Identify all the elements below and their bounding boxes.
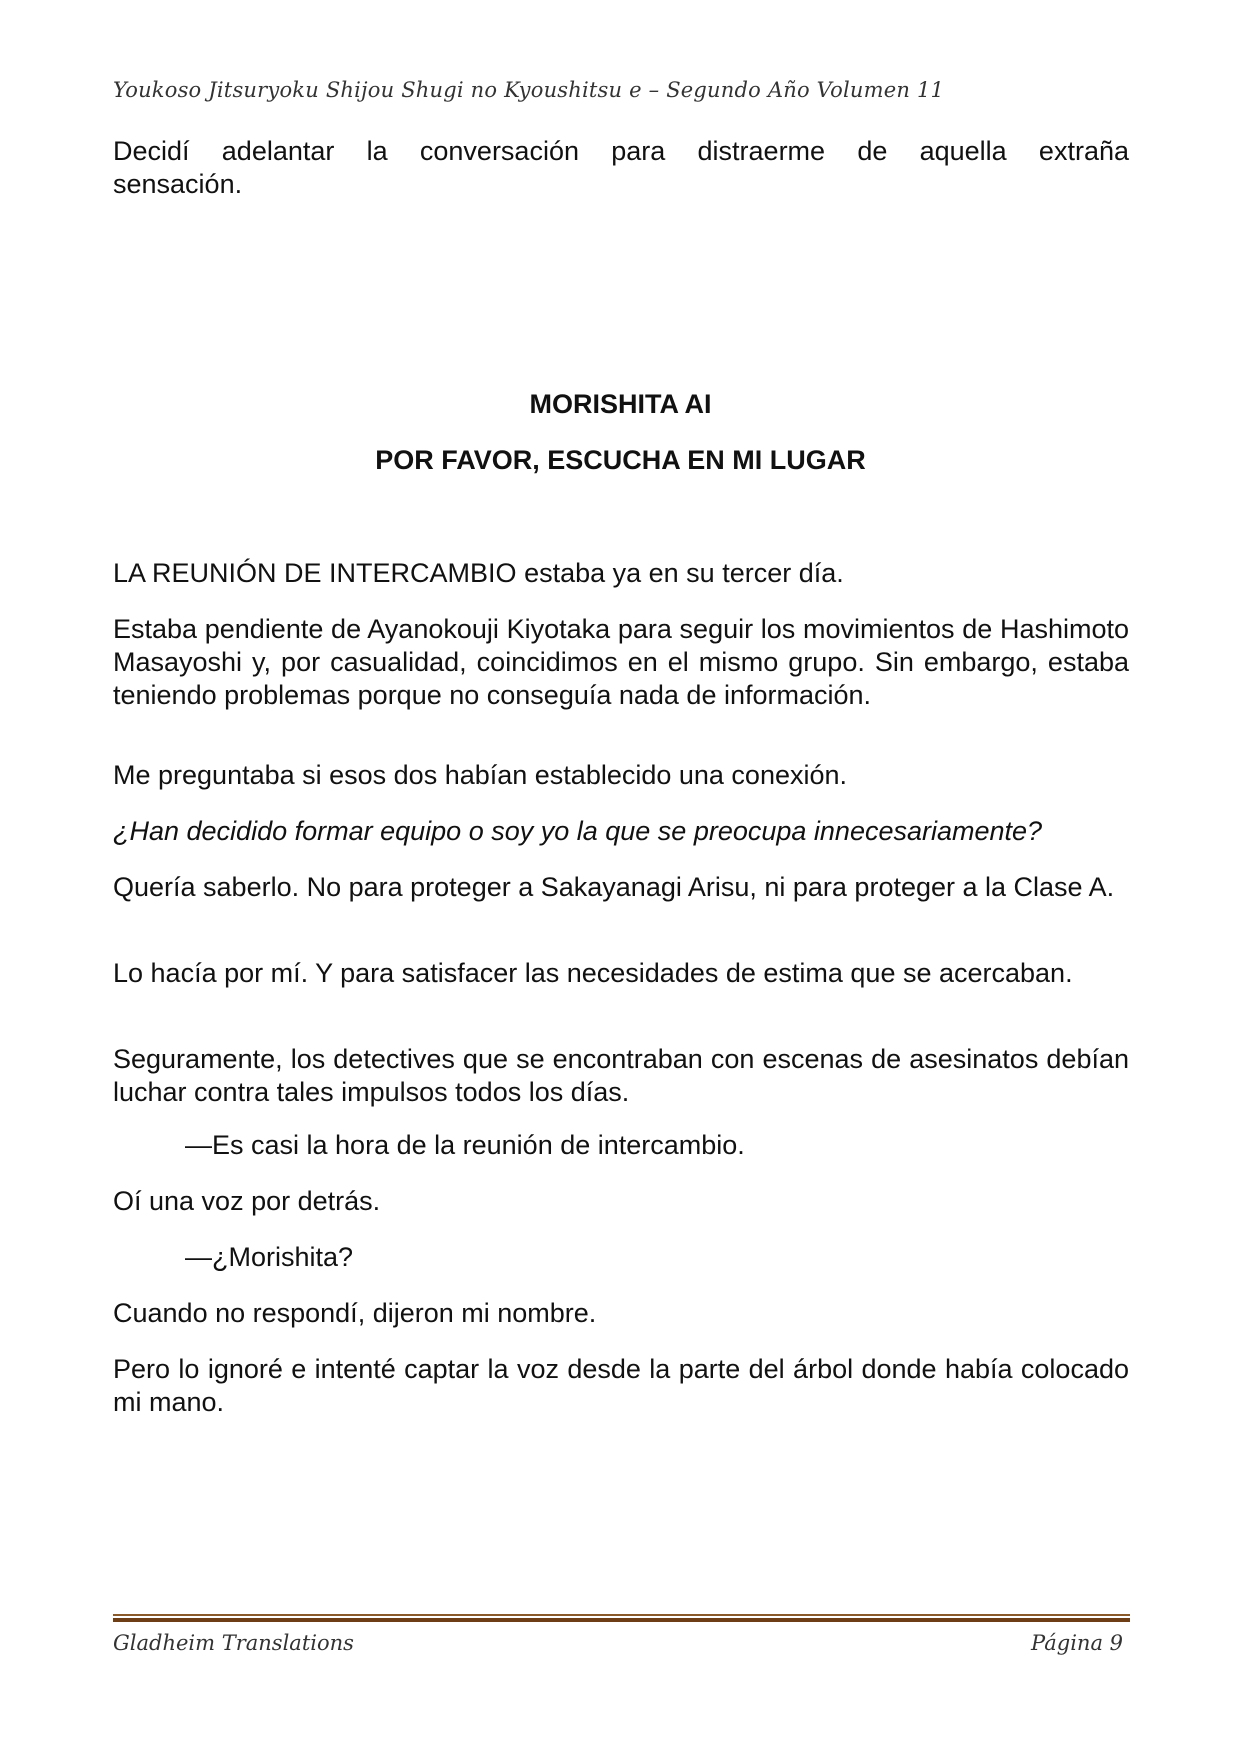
paragraph-2: LA REUNIÓN DE INTERCAMBIO estaba ya en su tercer día. <box>113 558 844 588</box>
chapter-title: MORISHITA AI <box>529 389 712 419</box>
paragraph-1-line-1: Decidí adelantar la conversación para distraerme de aquella extraña <box>113 136 1129 166</box>
paragraph-11: Pero lo ignoré e intenté captar la voz desde la parte del árbol donde había colocado mi mano. <box>113 1354 1129 1417</box>
footer-divider-thick-line <box>113 1618 1130 1622</box>
footer-divider <box>113 1614 1130 1621</box>
running-header: Youkoso Jitsuryoku Shijou Shugi no Kyoushitsu e – Segundo Año Volumen 11 <box>113 78 945 102</box>
dialogue-line-2: —¿Morishita? <box>185 1242 354 1272</box>
paragraph-10: Cuando no respondí, dijeron mi nombre. <box>113 1298 597 1328</box>
footer-divider-thin-line <box>113 1614 1130 1616</box>
footer-credit: Gladheim Translations <box>113 1631 354 1655</box>
chapter-subtitle: POR FAVOR, ESCUCHA EN MI LUGAR <box>375 445 866 475</box>
paragraph-4: Me preguntaba si esos dos habían establecido una conexión. <box>113 760 848 790</box>
paragraph-3: Estaba pendiente de Ayanokouji Kiyotaka para seguir los movimientos de Hashimoto Masayoshi y, por casualidad, coincidimos en el mismo grupo. Sin embargo, estaba teniendo problemas porque no conseguía nada de información. <box>113 614 1129 710</box>
dialogue-line-1: —Es casi la hora de la reunión de intercambio. <box>185 1130 745 1160</box>
page-number: Página 9 <box>1031 1631 1123 1655</box>
paragraph-9: Oí una voz por detrás. <box>113 1186 381 1216</box>
paragraph-6: Quería saberlo. No para proteger a Sakayanagi Arisu, ni para proteger a la Clase A. <box>113 872 1115 902</box>
paragraph-5-thought: ¿Han decidido formar equipo o soy yo la que se preocupa innecesariamente? <box>113 816 1043 846</box>
paragraph-1-line-2: sensación. <box>113 169 243 199</box>
paragraph-7: Lo hacía por mí. Y para satisfacer las necesidades de estima que se acercaban. <box>113 958 1073 988</box>
paragraph-8: Seguramente, los detectives que se encontraban con escenas de asesinatos debían luchar contra tales impulsos todos los días. <box>113 1044 1129 1107</box>
